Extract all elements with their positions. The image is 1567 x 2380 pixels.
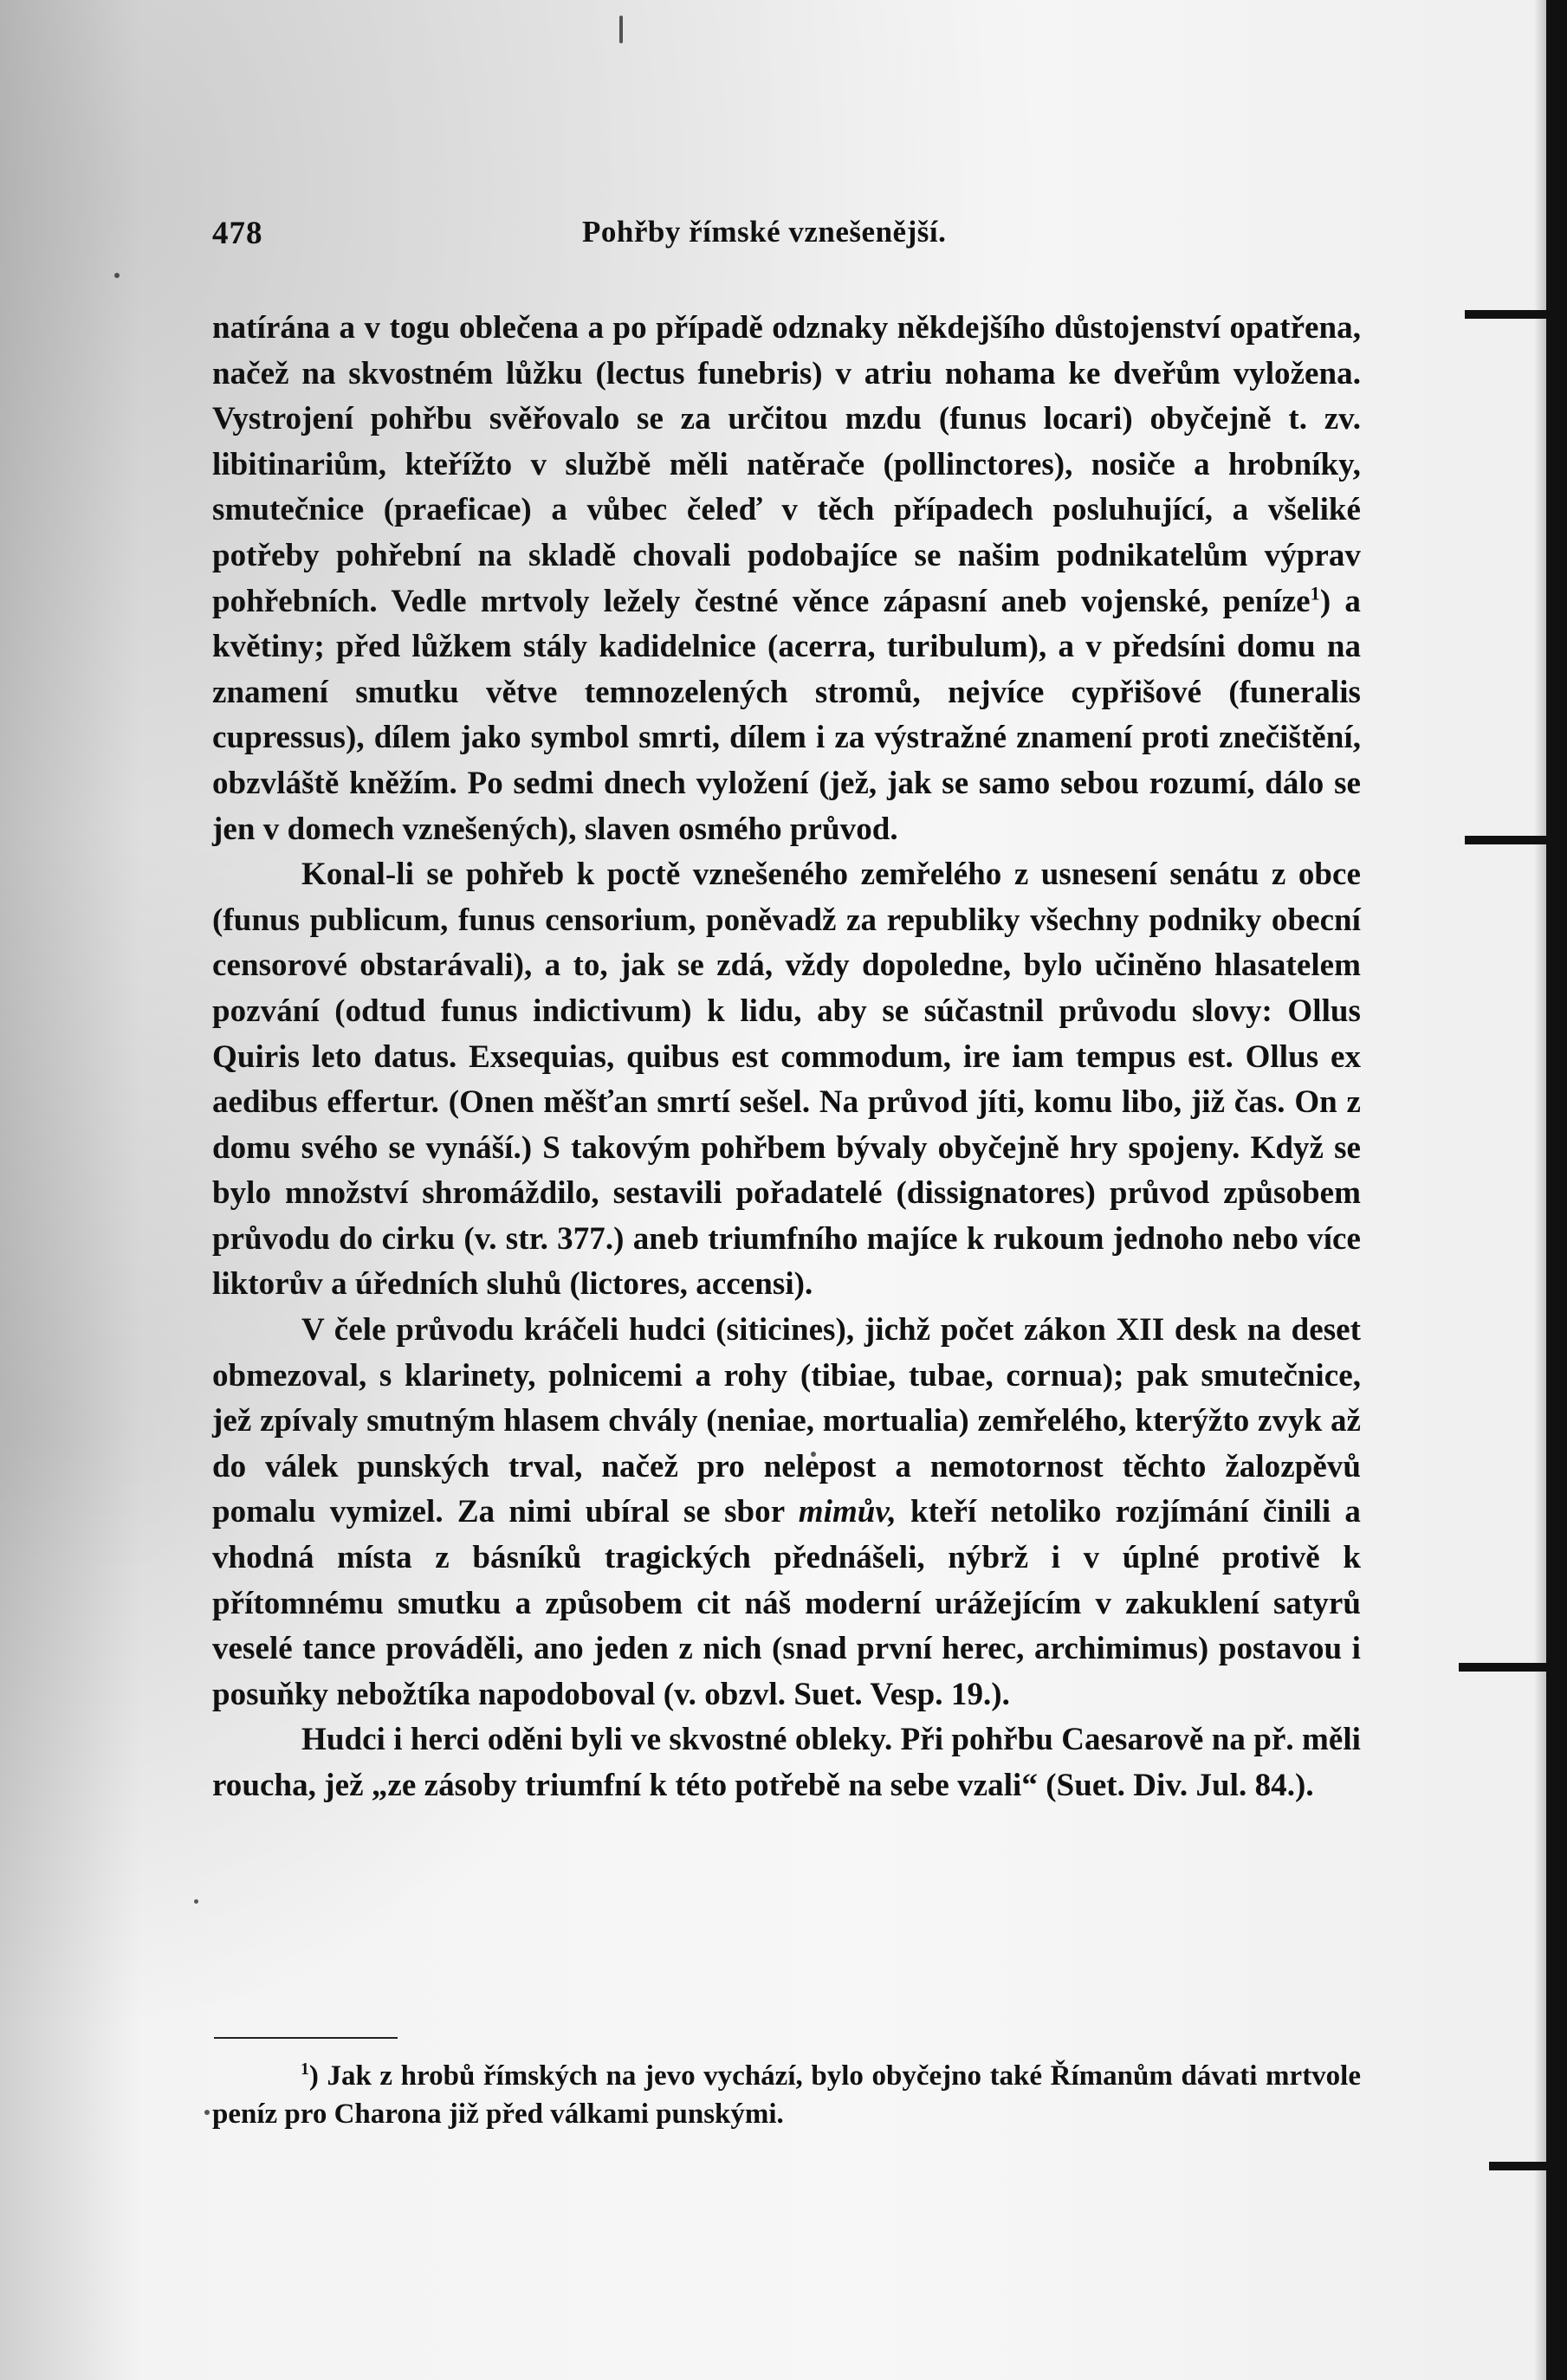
footnote (212, 2057, 1361, 2133)
paragraph-2: Konal-li se pohřeb k poctě vznešeného zemřelého z usnesení senátu z obce (funus publicum, funus censorium, poněvadž za republiky všechny podniky obecní censorové obstarávali), a to, jak se zdá, vždy dopoledne, bylo učiněno hlasatelem pozvání (odtud funus indictivum) k lidu, aby se súčastnil průvodu slovy: Ollus Quiris leto datus. Exsequias, quibus est commodum, ire iam tempus est. Ollus ex aedibus effertur. (Onen měšťan smrtí sešel. Na průvod jíti, komu libo, již čas. On z domu svého se vynáší.) S takovým pohřbem bývaly obyčejně hry spojeny. Když se bylo množství shromáždilo, sestavili pořadatelé (dissignatores) průvod způsobem průvodu do cirku (v. str. 377.) aneb triumfního majíce k rukoum jednoho nebo více liktorův a úředních sluhů (lictores, accensi). (212, 857, 1361, 1303)
footnote-text: ) Jak z hrobů římských na jevo vychází, bylo obyčejno také Římanům dávati mrtvole peníz pro Charona již před válkami punskými. (212, 2060, 1361, 2130)
margin-mark (1459, 1663, 1567, 1672)
scan-mark (204, 2110, 210, 2115)
paragraph-3-text-before-italic: V čele průvodu kráčeli hudci (siticines), jichž počet zákon XII desk na deset obmezoval, s klarinety, polnicemi a rohy (tibiae, tubae, cornua); pak smutečnice, jež zpívaly smutným hlasem chvály (neniae, mortualia) zemřelého, kterýžto zvyk až do válek punských trval, načež pro nelepost a nemotornost těchto žalozpěvů pomalu vymizel. Za nimi ubíral se sbor (212, 1312, 1361, 1530)
main-text (212, 306, 1361, 1809)
page-number: 478 (212, 216, 263, 251)
page-edge-shadow (1534, 0, 1546, 2380)
footnote-marker: 1 (301, 2060, 309, 2079)
paragraph-3-text-after-italic: kteří netoliko rozjímání činili a vhodná místa z básníků tragických přednášeli, nýbrž i v úplné protivě k přítomnému smutku a způsobem cit náš moderní urážejícím v zakuklení satyrů veselé tance prováděli, ano jeden z nich (snad první herec, archimimus) postavou i posuňky nebožtíka napodoboval (v. obzvl. Suet. Vesp. 19.). (212, 1494, 1361, 1712)
margin-mark (1465, 310, 1567, 319)
margin-mark (1489, 2162, 1567, 2170)
scan-mark (619, 16, 623, 43)
scan-mark (194, 1899, 198, 1904)
running-head: Pohřby římské vznešenější. (582, 215, 947, 249)
paragraph-1-text-before-note: natírána a v togu oblečena a po případě odznaky někdejšího důstojenství opatřena, načež na skvostném lůžku (lectus funebris) v atriu nohama ke dveřům vyložena. Vystrojení pohřbu svěřovalo se za určitou mzdu (funus locari) obyčejně t. zv. libitinariům, kteřížto v službě měli natěrače (pollinctores), nosiče a hrobníky, smutečnice (praeficae) a vůbec čeleď v těch případech posluhující, a všeliké potřeby pohřební na skladě chovali podobajíce se našim podnikatelům výprav pohřebních. Vedle mrtvoly ležely čestné věnce zápasní aneb vojenské, peníze (212, 310, 1361, 619)
page-header (212, 215, 1356, 255)
margin-mark (1465, 836, 1567, 844)
paragraph-3 (212, 1308, 1361, 1717)
paragraph-1 (212, 306, 1361, 852)
italic-term: mimův, (798, 1494, 897, 1530)
paragraph-1-text-after-note: ) a květiny; před lůžkem stály kadidelnice (acerra, turibulum), a v předsíni domu na znamení smutku větve temnozelených stromů, nejvíce cypřišové (funeralis cupressus), dílem jako symbol smrti, dílem i za výstražné znamení proti znečištění, obzvláště kněžím. Po sedmi dnech vyložení (jež, jak se samo sebou rozumí, dálo se jen v domech vznešených), slaven osmého průvod. (212, 583, 1361, 847)
scan-mark (114, 273, 120, 278)
paragraph-4: Hudci i herci oděni byli ve skvostné obleky. Při pohřbu Caesarově na př. měli roucha, jež „ze zásoby triumfní k této potřebě na sebe vzali“ (Suet. Div. Jul. 84.). (212, 1722, 1361, 1803)
footnote-rule (214, 2037, 398, 2039)
page-right-edge (1546, 0, 1567, 2380)
footnote-reference: 1 (1310, 582, 1320, 605)
